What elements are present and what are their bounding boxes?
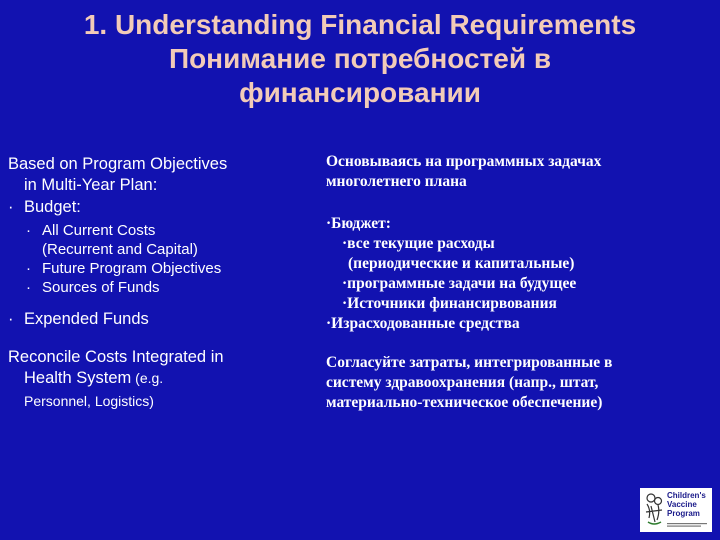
right-reconcile-line3: материально-техническое обеспечение) bbox=[326, 394, 603, 411]
left-sub-item-2: · Future Program Objectives bbox=[26, 260, 222, 277]
left-reconcile-line3: Personnel, Logistics) bbox=[24, 393, 154, 409]
bullet-icon: · bbox=[8, 310, 14, 328]
left-budget-sublist bbox=[8, 221, 308, 297]
left-budget-item bbox=[8, 197, 308, 218]
right-sub-item-2: ·программные задачи на будущее bbox=[342, 275, 577, 292]
children-figure-icon bbox=[643, 492, 665, 528]
left-sub-item-1-cont: (Recurrent and Capital) bbox=[42, 241, 198, 258]
logo-fine-print bbox=[667, 523, 709, 528]
bullet-icon: · bbox=[26, 279, 31, 296]
right-budget-item: ·Бюджет: bbox=[326, 215, 391, 232]
title-line-russian-2: финансировании bbox=[239, 77, 481, 108]
right-reconcile-line2: систему здравоохранения (напр., штат, bbox=[326, 374, 599, 391]
right-sub-item-1: ·все текущие расходы bbox=[342, 235, 495, 252]
right-sub-item-1-cont: (периодические и капитальные) bbox=[348, 255, 575, 272]
childrens-vaccine-program-logo bbox=[640, 488, 712, 532]
logo-text: Children's Vaccine Program bbox=[667, 491, 706, 518]
slide-title bbox=[0, 8, 720, 110]
left-sub-item-1: · All Current Costs bbox=[26, 222, 156, 239]
right-intro-line1: Основываясь на программных задачах bbox=[326, 153, 602, 170]
russian-column bbox=[326, 152, 718, 413]
left-intro-line2: in Multi-Year Plan: bbox=[24, 176, 158, 194]
left-reconcile-line1: Reconcile Costs Integrated in bbox=[8, 348, 224, 366]
bullet-icon: · bbox=[26, 260, 31, 277]
title-line-russian-1: Понимание потребностей в bbox=[168, 43, 552, 74]
right-expended-item: ·Израсходованные средства bbox=[326, 315, 520, 332]
left-reconcile-line2: Health System (e.g. bbox=[24, 369, 164, 387]
right-sub-item-3: ·Источники финансирвования bbox=[342, 295, 557, 312]
english-column bbox=[8, 154, 308, 410]
left-expended-item: · Expended Funds bbox=[8, 310, 149, 328]
left-sub-item-3: · Sources of Funds bbox=[26, 279, 160, 296]
left-reconcile-block bbox=[8, 347, 308, 410]
right-intro-line2: многолетнего плана bbox=[326, 173, 467, 190]
right-reconcile-line1: Согласуйте затраты, интегрированные в bbox=[326, 354, 613, 371]
left-budget-label: Budget: bbox=[24, 198, 81, 216]
bullet-icon: · bbox=[26, 222, 31, 239]
title-line-english: 1. Understanding Financial Requirements bbox=[83, 9, 637, 40]
left-intro-line1: Based on Program Objectives bbox=[8, 155, 228, 173]
bullet-icon: · bbox=[8, 198, 14, 216]
